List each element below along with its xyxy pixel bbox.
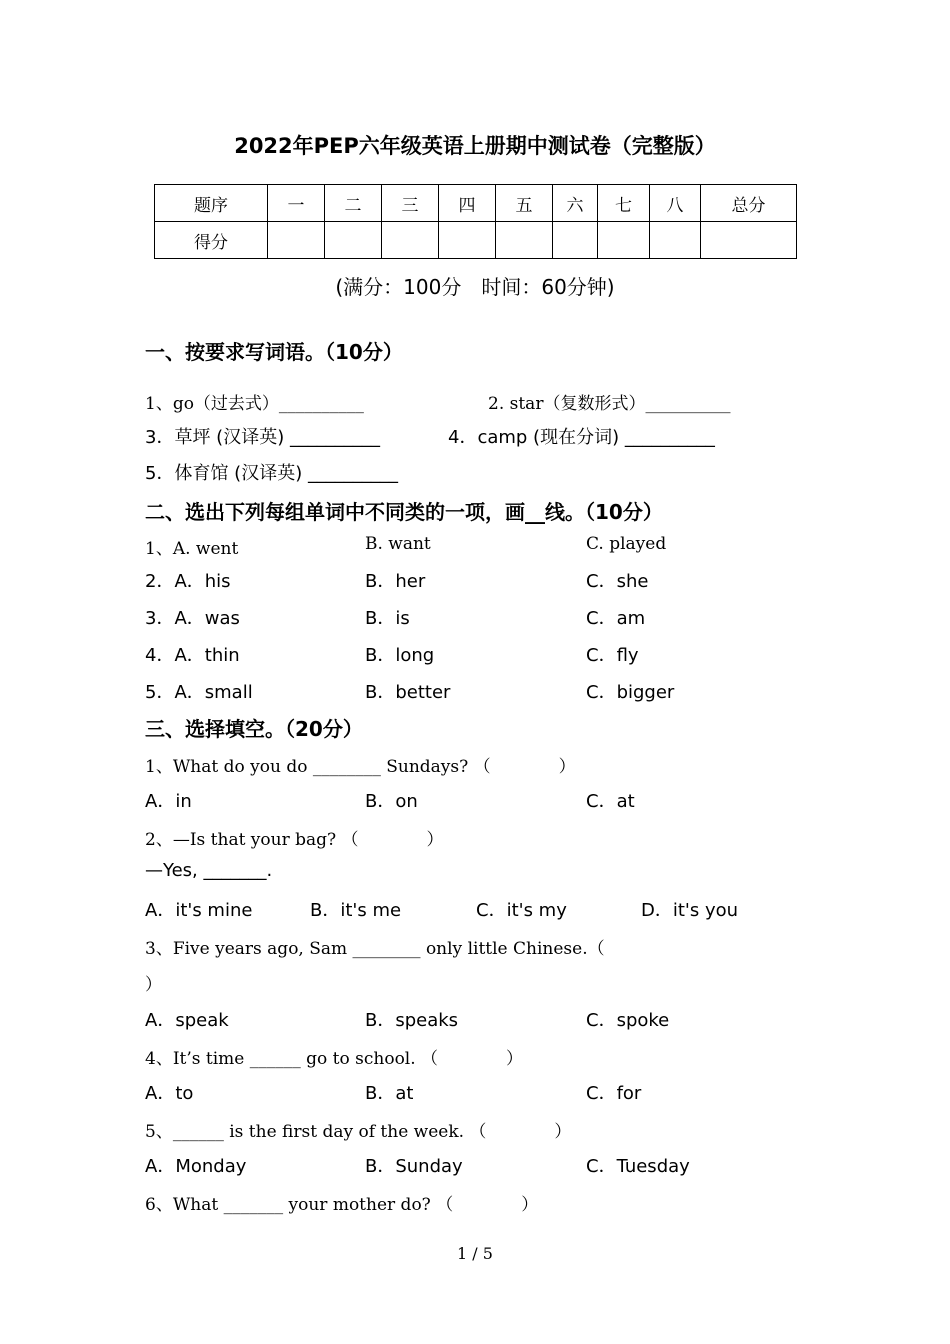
section3-q4-option-c: C．for xyxy=(586,1083,642,1104)
section2-row2-b: B．her xyxy=(365,571,426,592)
section1-q5: 5．体育馆 (汉译英) __________ xyxy=(145,463,398,484)
score-cell[interactable] xyxy=(650,222,701,259)
section3-q2: 2、—Is that your bag? （ ） xyxy=(145,830,444,850)
score-cell[interactable] xyxy=(598,222,650,259)
section2-row2-a: 2．A．his xyxy=(145,571,231,592)
section3-q3: 3、Five years ago, Sam ________ only little Chinese.（ xyxy=(145,939,605,959)
section3-q4-option-a: A．to xyxy=(145,1083,194,1104)
score-cell[interactable] xyxy=(496,222,553,259)
score-cell[interactable] xyxy=(382,222,439,259)
section3-q4-option-b: B．at xyxy=(365,1083,414,1104)
score-table-header-row xyxy=(155,185,797,222)
section3-q4: 4、It’s time ______ go to school. （ ） xyxy=(145,1049,524,1069)
section3-q5: 5、______ is the first day of the week. （ ） xyxy=(145,1122,572,1142)
table-cell: 六 xyxy=(553,185,598,222)
section3-q3-continued: ） xyxy=(145,975,162,995)
section2-heading: 二、选出下列每组单词中不同类的一项，画__线。（10分） xyxy=(145,500,663,524)
table-cell: 二 xyxy=(325,185,382,222)
section2-row3-b: B．is xyxy=(365,608,410,629)
section1-q1: 1、go（过去式）__________ xyxy=(145,394,364,414)
section2-row1-b: B. want xyxy=(365,534,431,554)
page-number: 1 / 5 xyxy=(457,1244,493,1263)
score-cell[interactable] xyxy=(701,222,797,259)
score-cell[interactable] xyxy=(325,222,382,259)
section2-row5-b: B．better xyxy=(365,682,451,703)
score-time-note: (满分：100分 时间：60分钟) xyxy=(335,275,615,299)
table-cell: 五 xyxy=(496,185,553,222)
section3-q2-option-c: C．it's my xyxy=(476,900,567,921)
section3-q3-option-a: A．speak xyxy=(145,1010,229,1031)
table-cell: 题序 xyxy=(155,185,268,222)
section3-heading: 三、选择填空。（20分） xyxy=(145,717,363,741)
section3-q5-option-a: A．Monday xyxy=(145,1156,247,1177)
section2-row5-a: 5．A．small xyxy=(145,682,253,703)
section3-q2-line2: —Yes, _______. xyxy=(145,860,273,881)
score-cell[interactable] xyxy=(439,222,496,259)
section3-q2-option-b: B．it's me xyxy=(310,900,402,921)
table-cell: 三 xyxy=(382,185,439,222)
section2-row4-a: 4．A．thin xyxy=(145,645,240,666)
section3-q1-option-b: B．on xyxy=(365,791,418,812)
section2-row3-a: 3．A．was xyxy=(145,608,240,629)
table-cell: 八 xyxy=(650,185,701,222)
section1-q4: 4．camp (现在分词) __________ xyxy=(448,427,715,448)
table-cell: 四 xyxy=(439,185,496,222)
score-cell[interactable] xyxy=(268,222,325,259)
section1-q2: 2. star（复数形式）__________ xyxy=(488,394,731,414)
section1-heading: 一、按要求写词语。（10分） xyxy=(145,340,403,364)
section3-q1: 1、What do you do ________ Sundays? （ ） xyxy=(145,757,576,777)
table-cell: 总分 xyxy=(701,185,797,222)
section3-q1-option-c: C．at xyxy=(586,791,635,812)
section2-row3-c: C．am xyxy=(586,608,646,629)
page-title: 2022年PEP六年级英语上册期中测试卷（完整版） xyxy=(234,134,716,158)
section3-q1-option-a: A．in xyxy=(145,791,192,812)
section2-row4-c: C．fly xyxy=(586,645,639,666)
score-table xyxy=(154,184,797,259)
section3-q6: 6、What _______ your mother do? （ ） xyxy=(145,1195,539,1215)
section2-row1-a: 1、A. went xyxy=(145,539,239,559)
table-cell: 一 xyxy=(268,185,325,222)
section3-q3-option-c: C．spoke xyxy=(586,1010,670,1031)
score-cell[interactable] xyxy=(553,222,598,259)
section2-row2-c: C．she xyxy=(586,571,649,592)
table-cell: 七 xyxy=(598,185,650,222)
section3-q5-option-b: B．Sunday xyxy=(365,1156,463,1177)
section2-row4-b: B．long xyxy=(365,645,435,666)
section2-row1-c: C. played xyxy=(586,534,667,554)
section3-q2-option-a: A．it's mine xyxy=(145,900,253,921)
section3-q3-option-b: B．speaks xyxy=(365,1010,459,1031)
section3-q2-option-d: D．it's you xyxy=(641,900,739,921)
section1-q3: 3．草坪 (汉译英) __________ xyxy=(145,427,380,448)
table-cell: 得分 xyxy=(155,222,268,259)
section2-row5-c: C．bigger xyxy=(586,682,675,703)
section3-q5-option-c: C．Tuesday xyxy=(586,1156,690,1177)
score-table-score-row xyxy=(155,222,797,259)
